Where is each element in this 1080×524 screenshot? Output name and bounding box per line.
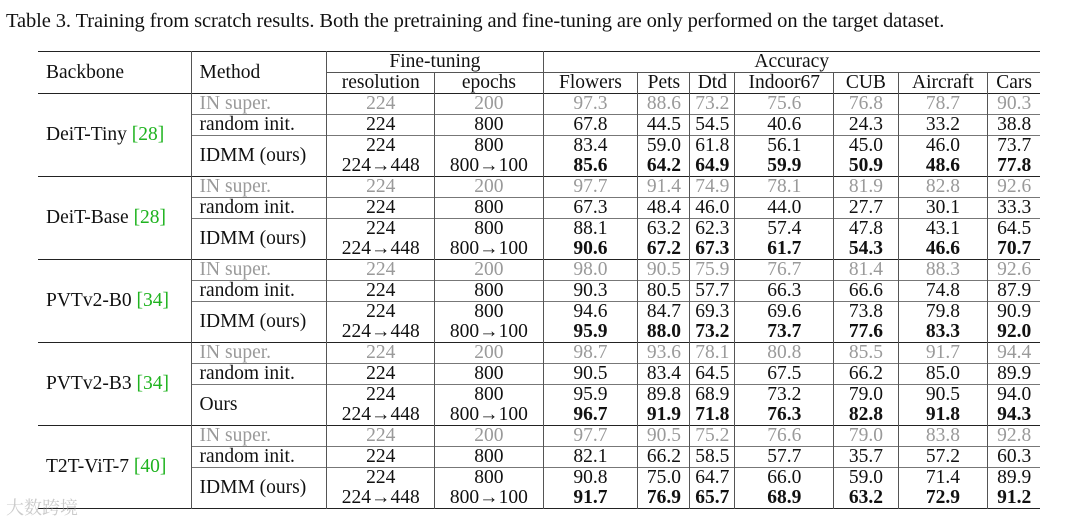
table-row [38, 177, 1040, 198]
epochs-cell: 800 [435, 364, 543, 385]
backbone-cell [38, 177, 191, 260]
accuracy-cell: 69.6 [735, 302, 834, 323]
method-cell: IN super. [191, 94, 327, 115]
method-cell: IDMM (ours) [191, 302, 327, 343]
header-backbone: Backbone [38, 52, 191, 94]
epochs-cell: 800 [435, 136, 543, 157]
accuracy-cell: 75.6 [735, 94, 834, 115]
epochs-cell: 800 [435, 302, 543, 323]
accuracy-cell: 82.1 [543, 447, 638, 468]
accuracy-cell: 91.9 [638, 405, 690, 426]
backbone-cell [38, 94, 191, 177]
method-cell: IN super. [191, 426, 327, 447]
accuracy-cell: 88.3 [898, 260, 988, 281]
accuracy-cell: 27.7 [834, 198, 898, 219]
accuracy-cell: 79.0 [834, 426, 898, 447]
accuracy-cell: 85.0 [898, 364, 988, 385]
method-cell: random init. [191, 281, 327, 302]
accuracy-cell: 78.1 [735, 177, 834, 198]
resolution-cell: 224 [327, 468, 435, 489]
header-dataset: Aircraft [898, 73, 988, 94]
resolution-cell: 224 [327, 177, 435, 198]
header-dataset: Flowers [543, 73, 638, 94]
accuracy-cell: 74.9 [690, 177, 735, 198]
resolution-cell: 224→448 [327, 156, 435, 177]
accuracy-cell: 63.2 [834, 488, 898, 509]
accuracy-cell: 87.9 [997, 280, 1032, 301]
accuracy-cell: 94.4 [997, 342, 1032, 363]
accuracy-cell: 67.3 [543, 198, 638, 219]
header-epochs: epochs [435, 73, 543, 94]
resolution-cell: 224 [327, 281, 435, 302]
table-row [38, 94, 1040, 115]
method-cell: IN super. [191, 260, 327, 281]
accuracy-cell: 89.8 [638, 385, 690, 406]
accuracy-cell: 68.9 [735, 488, 834, 509]
method-cell: IDMM (ours) [191, 219, 327, 260]
accuracy-cell: 85.5 [834, 343, 898, 364]
accuracy-cell: 76.7 [735, 260, 834, 281]
header-accuracy: Accuracy [543, 52, 1040, 73]
accuracy-cell: 46.0 [898, 136, 988, 157]
accuracy-cell: 73.2 [690, 322, 735, 343]
accuracy-cell: 54.5 [690, 115, 735, 136]
accuracy-cell: 65.7 [690, 488, 735, 509]
accuracy-cell: 57.4 [735, 219, 834, 240]
results-table [38, 51, 1040, 509]
accuracy-cell: 76.6 [735, 426, 834, 447]
accuracy-cell: 90.5 [638, 260, 690, 281]
accuracy-cell: 64.5 [690, 364, 735, 385]
accuracy-cell: 73.7 [997, 135, 1032, 156]
epochs-cell: 800→100 [435, 156, 543, 177]
accuracy-cell: 75.2 [690, 426, 735, 447]
backbone-name: PVTv2-B0 [46, 290, 132, 311]
accuracy-cell: 91.7 [898, 343, 988, 364]
accuracy-cell: 67.5 [735, 364, 834, 385]
resolution-cell: 224 [327, 364, 435, 385]
accuracy-cell: 44.5 [638, 115, 690, 136]
method-cell: random init. [191, 198, 327, 219]
table-caption: Table 3. Training from scratch results. Both the pretraining and fine-tuning are only performed on the target dataset. [6, 10, 945, 32]
accuracy-cell: 98.7 [543, 343, 638, 364]
accuracy-cell: 66.2 [834, 364, 898, 385]
accuracy-cell: 98.0 [543, 260, 638, 281]
accuracy-cell: 78.1 [690, 343, 735, 364]
accuracy-cell: 64.5 [997, 218, 1032, 239]
accuracy-cell: 64.9 [690, 156, 735, 177]
accuracy-cell: 61.8 [690, 136, 735, 157]
accuracy-cell: 76.3 [735, 405, 834, 426]
epochs-cell: 200 [435, 343, 543, 364]
resolution-cell: 224→448 [327, 239, 435, 260]
table-row [38, 260, 1040, 281]
accuracy-cell: 94.3 [997, 404, 1032, 425]
accuracy-cell: 73.2 [690, 94, 735, 115]
resolution-cell: 224 [327, 302, 435, 323]
accuracy-cell: 57.7 [735, 447, 834, 468]
accuracy-cell: 59.0 [834, 468, 898, 489]
header-resolution: resolution [327, 73, 435, 94]
resolution-cell: 224 [327, 426, 435, 447]
accuracy-cell: 74.8 [898, 281, 988, 302]
accuracy-cell: 48.6 [898, 156, 988, 177]
table-row [38, 426, 1040, 447]
epochs-cell: 800 [435, 447, 543, 468]
accuracy-cell: 72.9 [898, 488, 988, 509]
accuracy-cell: 90.5 [638, 426, 690, 447]
accuracy-cell: 57.2 [898, 447, 988, 468]
accuracy-cell: 67.8 [543, 115, 638, 136]
backbone-name: DeiT-Tiny [46, 124, 127, 145]
resolution-cell: 224 [327, 94, 435, 115]
accuracy-cell: 93.6 [638, 343, 690, 364]
accuracy-cell: 66.2 [638, 447, 690, 468]
backbone-name: T2T-ViT-7 [46, 456, 129, 477]
accuracy-cell: 77.6 [834, 322, 898, 343]
accuracy-cell: 90.9 [997, 301, 1032, 322]
accuracy-cell: 73.7 [735, 322, 834, 343]
epochs-cell: 800→100 [435, 322, 543, 343]
accuracy-cell: 91.8 [898, 405, 988, 426]
epochs-cell: 800→100 [435, 405, 543, 426]
citation-link[interactable]: [40] [133, 456, 167, 477]
accuracy-cell: 64.7 [690, 468, 735, 489]
resolution-cell: 224 [327, 219, 435, 240]
accuracy-cell: 46.0 [690, 198, 735, 219]
accuracy-cell: 91.4 [638, 177, 690, 198]
citation-link[interactable]: [28] [133, 207, 167, 228]
accuracy-cell: 73.2 [735, 385, 834, 406]
resolution-cell: 224 [327, 260, 435, 281]
accuracy-cell: 33.2 [898, 115, 988, 136]
resolution-cell: 224 [327, 115, 435, 136]
accuracy-cell: 80.5 [638, 281, 690, 302]
header-dataset: CUB [834, 73, 898, 94]
accuracy-cell: 94.0 [997, 384, 1032, 405]
accuracy-cell: 92.6 [997, 176, 1032, 197]
epochs-cell: 200 [435, 260, 543, 281]
backbone-name: PVTv2-B3 [46, 373, 132, 394]
watermark: 大数跨境 [6, 498, 78, 519]
accuracy-cell: 92.6 [997, 259, 1032, 280]
epochs-cell: 800 [435, 468, 543, 489]
accuracy-cell: 64.2 [638, 156, 690, 177]
header-dataset: Dtd [690, 73, 735, 94]
epochs-cell: 800 [435, 115, 543, 136]
resolution-cell: 224 [327, 447, 435, 468]
accuracy-cell: 97.7 [543, 177, 638, 198]
accuracy-cell: 59.9 [735, 156, 834, 177]
accuracy-cell: 90.5 [898, 385, 988, 406]
epochs-cell: 200 [435, 177, 543, 198]
accuracy-cell: 80.8 [735, 343, 834, 364]
accuracy-cell: 85.6 [543, 156, 638, 177]
method-cell: Ours [191, 385, 327, 426]
accuracy-cell: 40.6 [735, 115, 834, 136]
citation-link[interactable]: [34] [136, 290, 169, 311]
accuracy-cell: 68.9 [690, 385, 735, 406]
accuracy-cell: 84.7 [638, 302, 690, 323]
accuracy-cell: 92.0 [997, 321, 1032, 342]
accuracy-cell: 63.2 [638, 219, 690, 240]
backbone-cell [38, 343, 191, 426]
accuracy-cell: 79.8 [898, 302, 988, 323]
epochs-cell: 800→100 [435, 488, 543, 509]
accuracy-cell: 66.3 [735, 281, 834, 302]
accuracy-cell: 82.8 [898, 177, 988, 198]
accuracy-cell: 95.9 [543, 385, 638, 406]
method-cell: random init. [191, 447, 327, 468]
accuracy-cell: 77.8 [997, 155, 1032, 176]
epochs-cell: 200 [435, 426, 543, 447]
accuracy-cell: 83.4 [543, 136, 638, 157]
accuracy-cell: 56.1 [735, 136, 834, 157]
accuracy-cell: 33.3 [997, 197, 1032, 218]
resolution-cell: 224→448 [327, 322, 435, 343]
accuracy-cell: 61.7 [735, 239, 834, 260]
resolution-cell: 224 [327, 136, 435, 157]
accuracy-cell: 90.3 [997, 93, 1032, 114]
accuracy-cell: 69.3 [690, 302, 735, 323]
accuracy-cell: 73.8 [834, 302, 898, 323]
accuracy-cell: 89.9 [997, 467, 1032, 488]
accuracy-cell: 88.6 [638, 94, 690, 115]
accuracy-cell: 95.9 [543, 322, 638, 343]
accuracy-cell: 83.3 [898, 322, 988, 343]
accuracy-cell: 81.4 [834, 260, 898, 281]
resolution-cell: 224 [327, 385, 435, 406]
accuracy-cell: 38.8 [997, 114, 1032, 135]
accuracy-cell: 59.0 [638, 136, 690, 157]
accuracy-cell: 96.7 [543, 405, 638, 426]
header-dataset: Pets [638, 73, 690, 94]
accuracy-cell: 83.8 [898, 426, 988, 447]
accuracy-cell: 90.8 [543, 468, 638, 489]
accuracy-cell: 44.0 [735, 198, 834, 219]
accuracy-cell: 75.0 [638, 468, 690, 489]
accuracy-cell: 91.7 [543, 488, 638, 509]
accuracy-cell: 62.3 [690, 219, 735, 240]
resolution-cell: 224 [327, 343, 435, 364]
accuracy-cell: 88.1 [543, 219, 638, 240]
header-method: Method [191, 52, 327, 94]
accuracy-cell: 89.9 [997, 363, 1032, 384]
epochs-cell: 200 [435, 94, 543, 115]
accuracy-cell: 45.0 [834, 136, 898, 157]
method-cell: IDMM (ours) [191, 468, 327, 509]
backbone-cell [38, 260, 191, 343]
method-cell: random init. [191, 364, 327, 385]
accuracy-cell: 60.3 [997, 446, 1032, 467]
accuracy-cell: 71.4 [898, 468, 988, 489]
backbone-name: DeiT-Base [46, 207, 129, 228]
accuracy-cell: 94.6 [543, 302, 638, 323]
accuracy-cell: 66.0 [735, 468, 834, 489]
accuracy-cell: 76.9 [638, 488, 690, 509]
accuracy-cell: 92.8 [997, 425, 1032, 446]
accuracy-cell: 66.6 [834, 281, 898, 302]
accuracy-cell: 35.7 [834, 447, 898, 468]
method-cell: IDMM (ours) [191, 136, 327, 177]
accuracy-cell: 48.4 [638, 198, 690, 219]
epochs-cell: 800 [435, 198, 543, 219]
epochs-cell: 800→100 [435, 239, 543, 260]
citation-link[interactable]: [34] [136, 373, 169, 394]
header-dataset: Indoor67 [735, 73, 834, 94]
accuracy-cell: 47.8 [834, 219, 898, 240]
accuracy-cell: 71.8 [690, 405, 735, 426]
accuracy-cell: 70.7 [997, 238, 1032, 259]
accuracy-cell: 81.9 [834, 177, 898, 198]
accuracy-cell: 67.2 [638, 239, 690, 260]
accuracy-cell: 78.7 [898, 94, 988, 115]
epochs-cell: 800 [435, 219, 543, 240]
method-cell: IN super. [191, 343, 327, 364]
citation-link[interactable]: [28] [131, 124, 165, 145]
accuracy-cell: 76.8 [834, 94, 898, 115]
accuracy-cell: 97.3 [543, 94, 638, 115]
epochs-cell: 800 [435, 385, 543, 406]
accuracy-cell: 82.8 [834, 405, 898, 426]
header-dataset: Cars [996, 72, 1033, 93]
accuracy-cell: 54.3 [834, 239, 898, 260]
accuracy-cell: 75.9 [690, 260, 735, 281]
accuracy-cell: 90.3 [543, 281, 638, 302]
header-finetuning: Fine-tuning [327, 52, 543, 73]
accuracy-cell: 58.5 [690, 447, 735, 468]
method-cell: random init. [191, 115, 327, 136]
accuracy-cell: 79.0 [834, 385, 898, 406]
accuracy-cell: 91.2 [997, 487, 1032, 508]
accuracy-cell: 50.9 [834, 156, 898, 177]
accuracy-cell: 97.7 [543, 426, 638, 447]
accuracy-cell: 46.6 [898, 239, 988, 260]
accuracy-cell: 24.3 [834, 115, 898, 136]
accuracy-cell: 57.7 [690, 281, 735, 302]
accuracy-cell: 83.4 [638, 364, 690, 385]
table-row [38, 343, 1040, 364]
accuracy-cell: 88.0 [638, 322, 690, 343]
epochs-cell: 800 [435, 281, 543, 302]
resolution-cell: 224 [327, 198, 435, 219]
accuracy-cell: 30.1 [898, 198, 988, 219]
resolution-cell: 224→448 [327, 488, 435, 509]
accuracy-cell: 90.6 [543, 239, 638, 260]
table-body [38, 94, 1040, 509]
accuracy-cell: 43.1 [898, 219, 988, 240]
method-cell: IN super. [191, 177, 327, 198]
accuracy-cell: 67.3 [690, 239, 735, 260]
resolution-cell: 224→448 [327, 405, 435, 426]
accuracy-cell: 90.5 [543, 364, 638, 385]
